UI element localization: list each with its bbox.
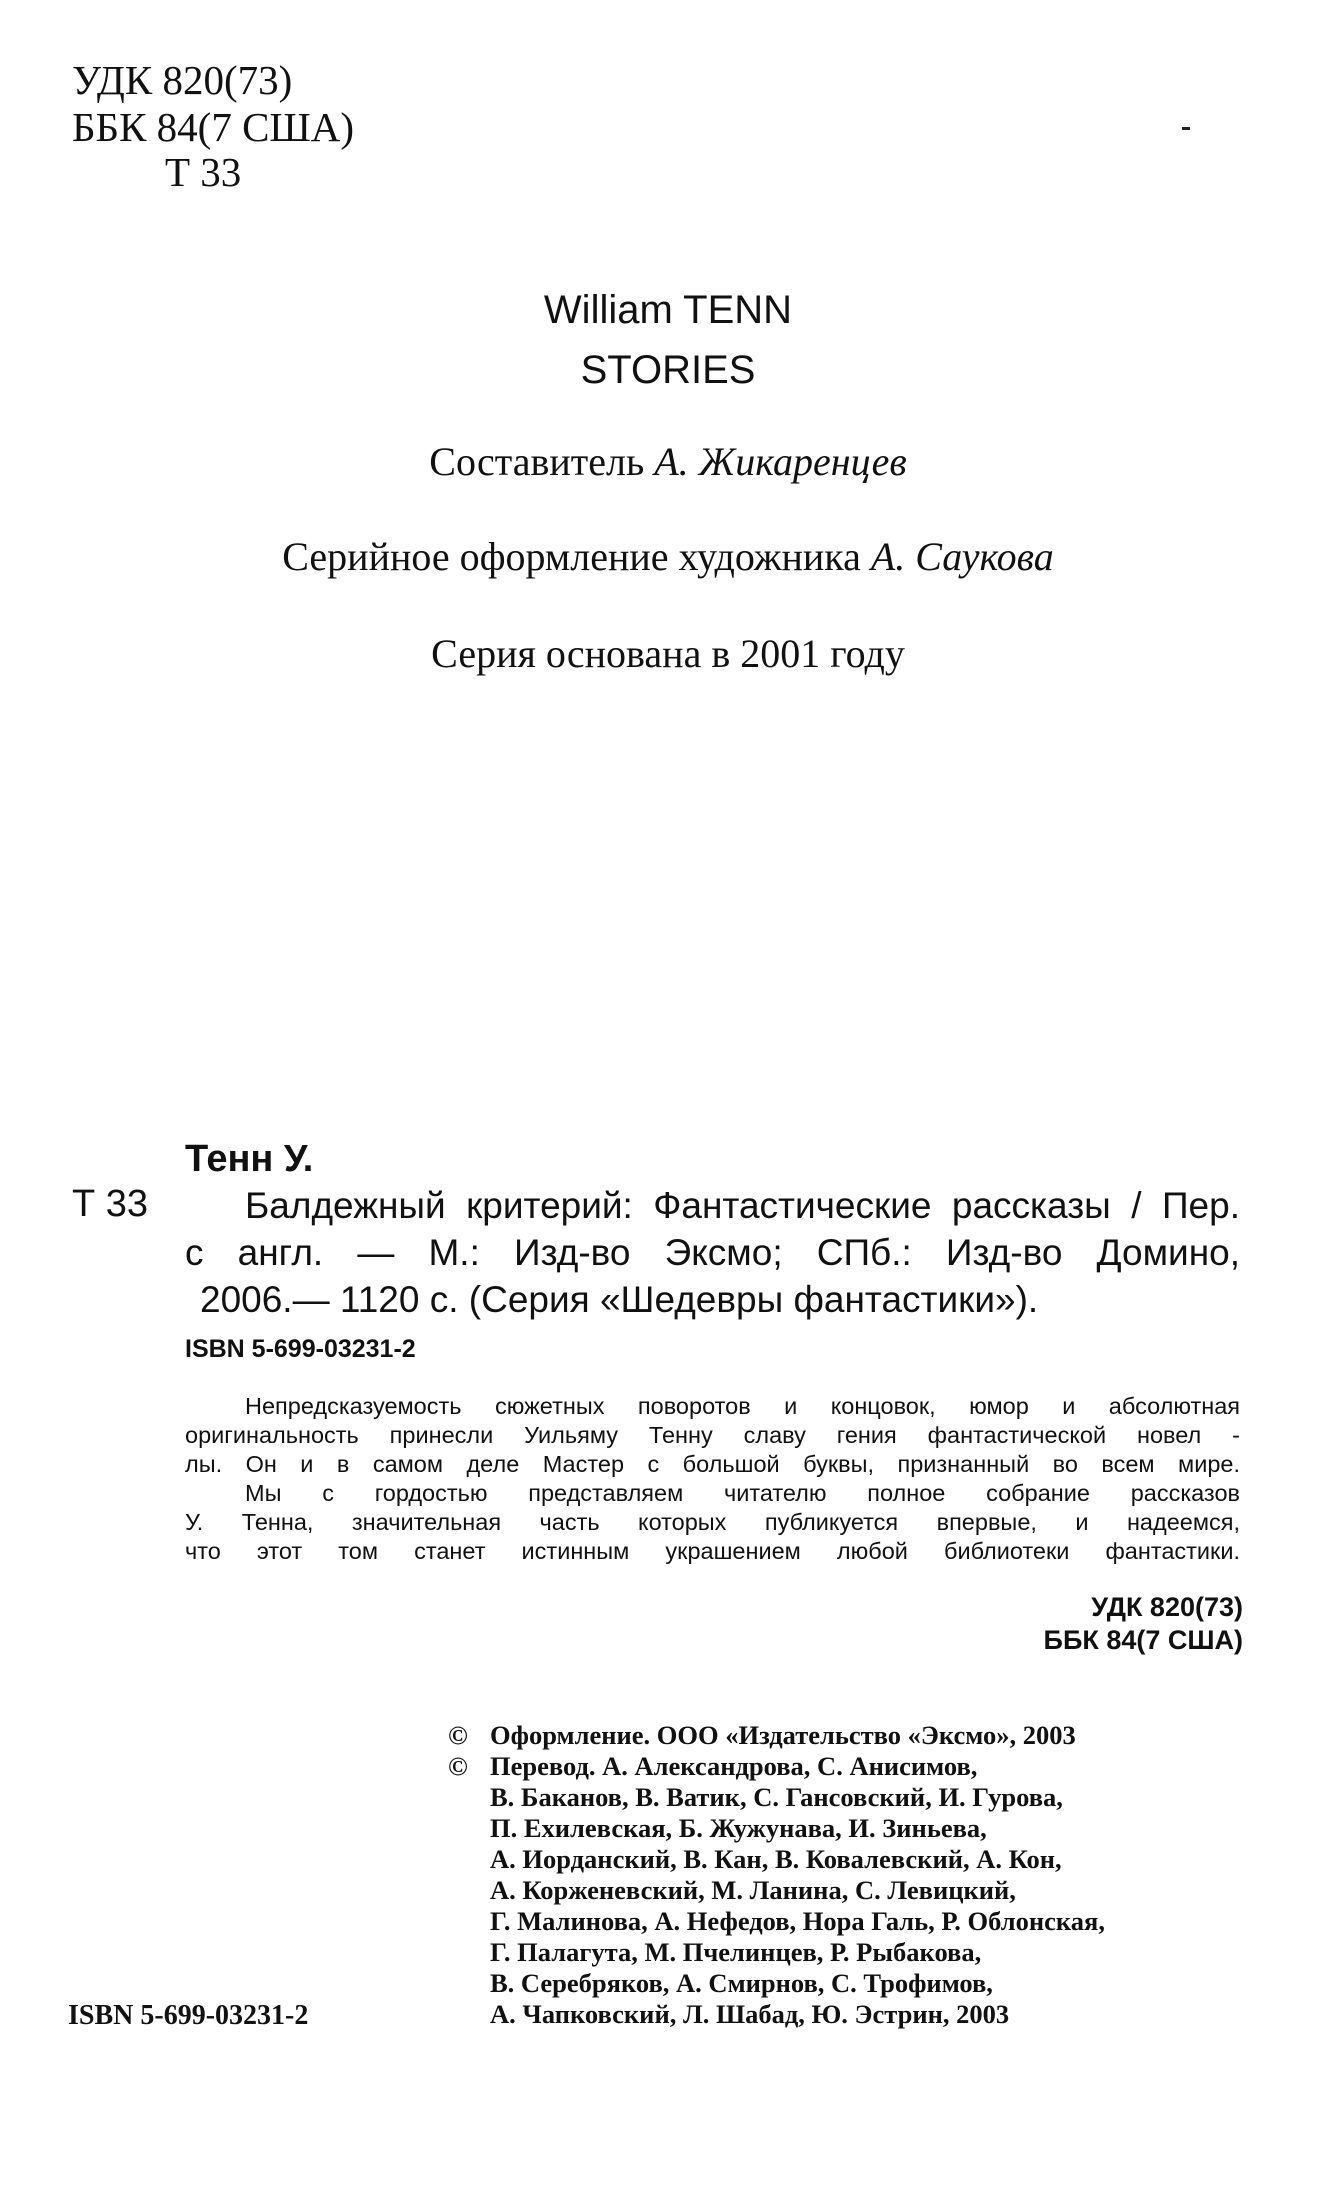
copyright-translation [448,1751,1238,1782]
translator-line: Перевод. А. Александрова, С. Анисимов, [490,1751,978,1781]
design-credit [0,533,1336,580]
author-mark: Т 33 [165,149,242,195]
bbk-code: ББК 84(7 США) [72,104,355,150]
copyright-design [448,1720,1238,1751]
original-title: STORIES [580,348,756,392]
annotation-line: Мы с гордостью представляем читателю полное собрание рассказов [245,1480,1240,1506]
bib-line: с англ. — М.: Изд-во Эксмо; СПб.: Изд-во Домино, [185,1232,1240,1273]
annotation [185,1392,1240,1566]
print-speck [1182,127,1190,130]
annotation-line: Непредсказуемость сюжетных поворотов и концовок, юмор и абсолютная [245,1393,1240,1419]
translator-line: А. Корженевский, М. Ланина, С. Левицкий, [490,1875,1016,1905]
compiler-credit [0,438,1336,485]
copyright-block [448,1720,1238,2030]
index-udk: УДК 820(73) [1091,1592,1243,1622]
translator-line: Г. Палагута, М. Пчелинцев, Р. Рыбакова, [490,1937,982,1967]
original-author: William TENN [543,288,793,332]
compiler-label: Составитель [429,439,645,484]
annotation-line: У. Тенна, значительная часть которых публикуется впервые, и надеемся, [185,1509,1240,1535]
bib-author-mark: Т 33 [72,1183,149,1225]
translator-line: В. Серебряков, А. Смирнов, С. Трофимов, [490,1968,993,1998]
compiler-name: А. Жикаренцев [654,439,907,484]
series-founded: Серия основана в 2001 году [431,631,905,676]
udk-code: УДК 820(73) [72,57,293,103]
bib-line: Балдежный критерий: Фантастические рассказы / Пер. [245,1185,1240,1226]
translator-line: В. Баканов, В. Ватик, С. Гансовский, И. Гурова, [490,1782,1063,1812]
copyright-design-text: Оформление. ООО «Издательство «Эксмо», 2003 [490,1720,1076,1750]
design-name: А. Саукова [870,534,1054,579]
translator-line: Г. Малинова, А. Нефедов, Нора Галь, Р. Облонская, [490,1906,1105,1936]
footer-isbn: ISBN 5-699-03231-2 [68,2000,309,2031]
bib-description [185,1182,1240,1323]
translator-line: А. Чапковский, Л. Шабад, Ю. Эстрин, 2003 [490,1999,1010,2029]
bib-author-heading: Тенн У. [185,1138,314,1180]
bib-line: 2006.— 1120 с. (Серия «Шедевры фантастики»). [200,1279,1039,1320]
copyright-symbol: © [448,1720,468,1750]
translator-line: А. Иорданский, В. Кан, В. Ковалевский, А. Кон, [490,1844,1062,1874]
bib-isbn: ISBN 5-699-03231-2 [185,1335,416,1363]
index-bbk: ББК 84(7 США) [1043,1625,1243,1655]
translator-line: П. Ехилевская, Б. Жужунава, И. Зиньева, [490,1813,987,1843]
annotation-line: что этот том станет истинным украшением любой библиотеки фантастики. [185,1538,1240,1564]
annotation-line: оригинальность принесли Уильяму Тенну славу гения фантастической новел - [185,1422,1240,1448]
annotation-line: лы. Он и в самом деле Мастер с большой буквы, признанный во всем мире. [185,1451,1240,1477]
copyright-symbol: © [448,1751,468,1781]
design-label: Серийное оформление художника [282,534,861,579]
